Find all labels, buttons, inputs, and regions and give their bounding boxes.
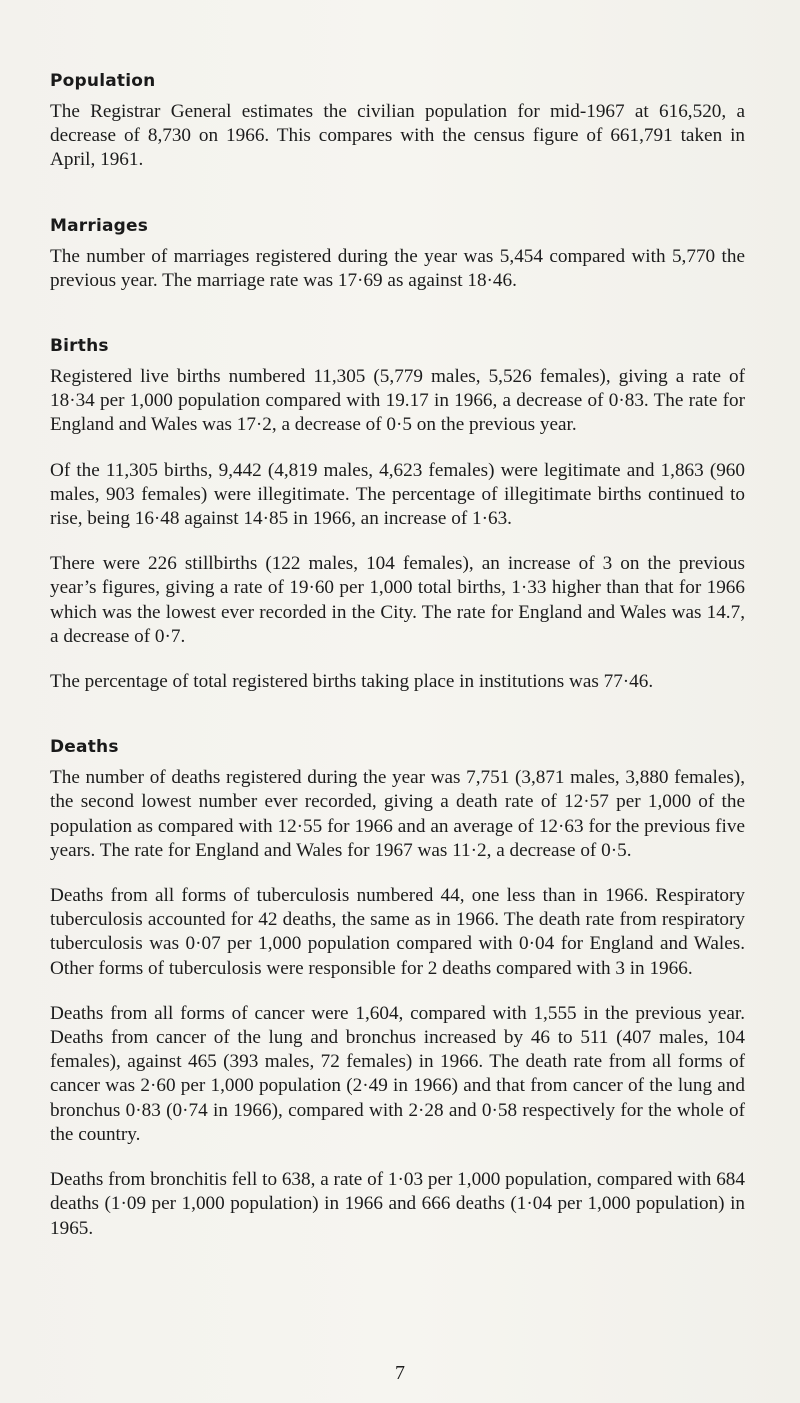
section-population xyxy=(50,70,745,173)
page-content xyxy=(50,70,745,1283)
paragraph: Deaths from all forms of cancer were 1,604, compared with 1,555 in the previous year. Deaths from cancer of the lung and bronchus increased by 46 to 511 (407 males, 104 females), against 465 (393 males, 72 females) in 1966. The death rate from all forms of cancer was 2·60 per 1,000 population (2·49 in 1966) and that from cancer of the lung and bronchus 0·83 (0·74 in 1966), compared with 2·28 and 0·58 respectively for the whole of the country. xyxy=(50,1002,745,1145)
section-marriages xyxy=(50,215,745,293)
section-deaths xyxy=(50,736,745,1240)
page-number: 7 xyxy=(395,1362,405,1384)
paragraph: The percentage of total registered births taking place in institutions was 77·46. xyxy=(50,671,654,693)
section-heading-births: Births xyxy=(50,336,109,357)
section-heading-population: Population xyxy=(50,71,156,91)
paragraph: Deaths from all forms of tuberculosis numbered 44, one less than in 1966. Respiratory tuberculosis accounted for 42 deaths, the same as in 1966. The death rate from respiratory tuberculosis was 0·07 per 1,000 population compared with 0·04 for England and Wales. Other forms of tuberculosis were responsible for 2 deaths compared with 3 in 1966. xyxy=(50,885,745,979)
section-heading-marriages: Marriages xyxy=(50,215,149,236)
paragraph: There were 226 stillbirths (122 males, 104 females), an increase of 3 on the previous year’s figures, giving a rate of 19·60 per 1,000 total births, 1·33 higher than that for 1966 which was the lowest ever recorded in the City. The rate for England and Wales was 14.7, a decrease of 0·7. xyxy=(50,553,745,647)
paragraph: Registered live births numbered 11,305 (5,779 males, 5,526 females), giving a rate of 18·34 per 1,000 population compared with 19.17 in 1966, a decrease of 0·83. The rate for England and Wales was 17·2, a decrease of 0·5 on the previous year. xyxy=(50,366,745,436)
paragraph: Of the 11,305 births, 9,442 (4,819 males, 4,623 females) were legitimate and 1,863 (960 males, 903 females) were illegitimate. The percentage of illegitimate births continued to rise, being 16·48 against 14·85 in 1966, an increase of 1·63. xyxy=(50,459,745,530)
paragraph: The number of marriages registered during the year was 5,454 compared with 5,770 the previous year. The marriage rate was 17·69 as against 18·46. xyxy=(50,245,745,291)
paragraph: Deaths from bronchitis fell to 638, a rate of 1·03 per 1,000 population, compared with 684 deaths (1·09 per 1,000 population) in 1966 and 666 deaths (1·04 per 1,000 population) in 1965. xyxy=(50,1169,745,1239)
paragraph: The Registrar General estimates the civilian population for mid-1967 at 616,520, a decrease of 8,730 on 1966. This compares with the census figure of 661,791 taken in April, 1961. xyxy=(50,101,745,171)
section-births xyxy=(50,335,745,694)
paragraph: The number of deaths registered during the year was 7,751 (3,871 males, 3,880 females), the second lowest number ever recorded, giving a death rate of 12·57 per 1,000 of the population as compared with 12·55 for 1966 and an average of 12·63 for the previous five years. The rate for England and Wales for 1967 was 11·2, a decrease of 0·5. xyxy=(50,767,745,861)
section-heading-deaths: Deaths xyxy=(50,737,119,758)
